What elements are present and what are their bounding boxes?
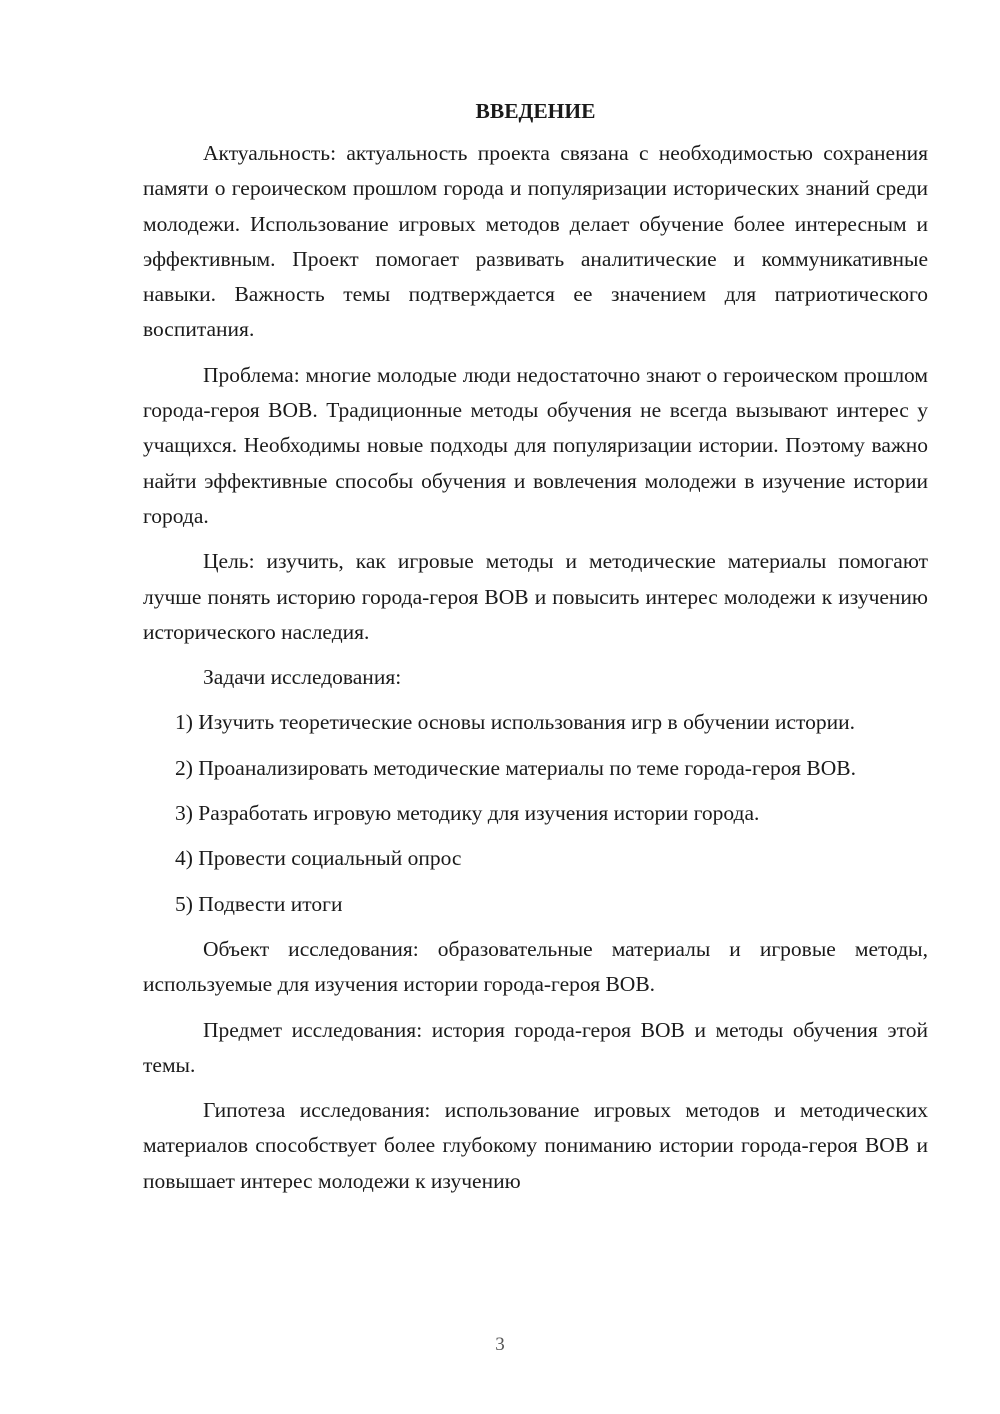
document-body <box>143 96 928 1209</box>
paragraph-goal: Цель: изучить, как игровые методы и методические материалы помогают лучше понять историю города-героя ВОВ и повысить интерес молодежи к изучению исторического наследия. <box>143 549 928 644</box>
section-title: ВВЕДЕНИЕ <box>475 99 596 123</box>
paragraph-hypothesis: Гипотеза исследования: использование игровых методов и методических материалов способствует более глубокому пониманию истории города-героя ВОВ и повышает интерес молодежи к изучению <box>143 1098 928 1193</box>
task-item-3: 3) Разработать игровую методику для изучения истории города. <box>175 801 760 826</box>
paragraph-object: Объект исследования: образовательные материалы и игровые методы, используемые для изучения истории города-героя ВОВ. <box>143 936 928 997</box>
paragraph-subject: Предмет исследования: история города-героя ВОВ и методы обучения этой темы. <box>143 1017 928 1077</box>
task-item-5: 5) Подвести итоги <box>175 891 343 916</box>
paragraph-problem: Проблема: многие молодые люди недостаточно знают о героическом прошлом города-героя ВОВ. Традиционные методы обучения не всегда вызывают интерес у учащихся. Необходимы новые подходы для популяризации истории. Поэтому важно найти эффективные способы обучения и вовлечения молодежи в изучение истории города. <box>143 362 928 528</box>
task-item-2: 2) Проанализировать методические материалы по теме города-героя ВОВ. <box>175 755 856 780</box>
task-item-1: 1) Изучить теоретические основы использования игр в обучении истории. <box>175 710 855 735</box>
paragraph-relevance: Актуальность: актуальность проекта связана с необходимостью сохранения памяти о героическом прошлом города и популяризации исторических знаний среди молодежи. Использование игровых методов делает обучение более интересным и эффективным. Проект помогает развивать аналитические и коммуникативные навыки. Важность темы подтверждается ее значением для патриотического воспитания. <box>143 141 928 342</box>
paragraph-tasks-heading: Задачи исследования: <box>203 665 402 690</box>
page-number: 3 <box>495 1334 505 1355</box>
task-item-4: 4) Провести социальный опрос <box>175 846 462 871</box>
